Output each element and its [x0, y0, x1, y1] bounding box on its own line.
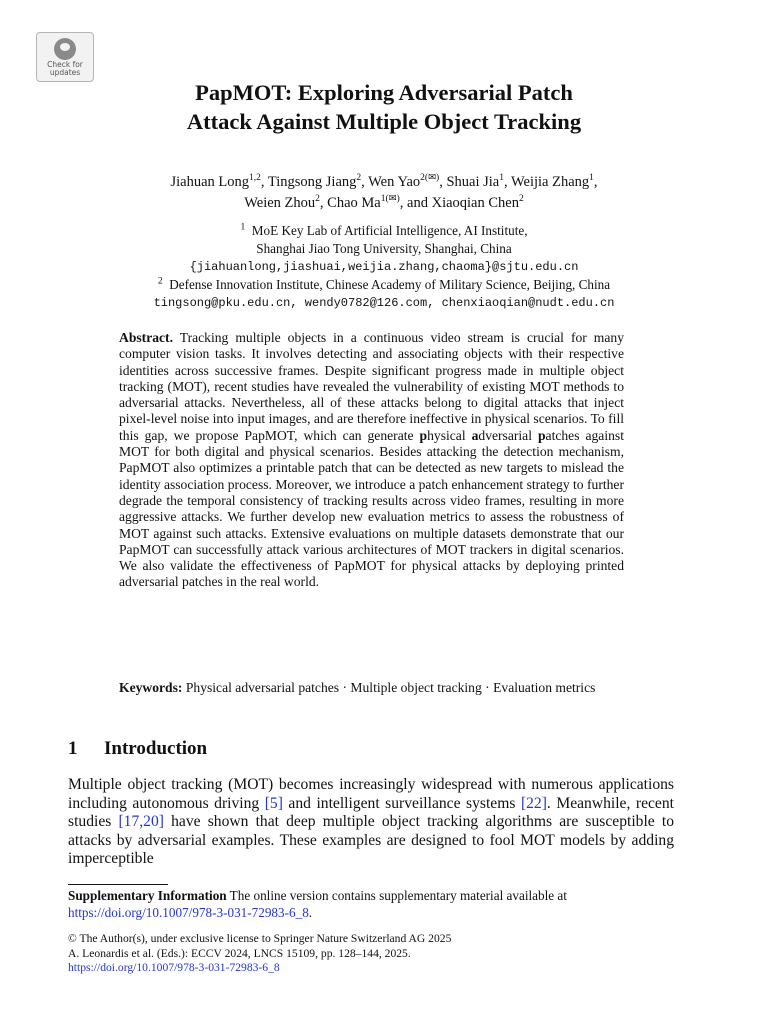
affiliation-1-line1 [0, 222, 768, 240]
affiliation-1-line2: Shanghai Jiao Tong University, Shanghai, China [256, 241, 512, 256]
author-sup: 1(✉) [380, 194, 400, 205]
intro-text-3: . Meanwhile, recent studies [68, 794, 674, 831]
author-sup: 1 [589, 173, 594, 184]
author-sup: 1 [499, 173, 504, 184]
author-name: Weijia Zhang [510, 174, 590, 190]
author-name: Weien Zhou [244, 195, 316, 211]
author-name: Xiaoqian Chen [431, 195, 519, 211]
affiliation-2-email[interactable]: tingsong@pku.edu.cn, wendy0782@126.com, chenxiaoqian@nudt.edu.cn [153, 296, 615, 310]
author-sep: , [361, 174, 369, 190]
keywords-label: Keywords: [119, 680, 183, 695]
author-sup: 2(✉) [420, 173, 440, 184]
abstract-bold-p2: p [537, 427, 546, 443]
copyright-line: © The Author(s), under exclusive license to Springer Nature Switzerland AG 2025 [68, 932, 452, 945]
intro-text-2: and intelligent surveillance systems [282, 794, 521, 812]
abstract-text-3: dversarial [478, 427, 538, 443]
affiliations [0, 222, 768, 312]
badge-line2: updates [49, 68, 81, 77]
supplementary-text: The online version contains supplementary material available at [226, 888, 567, 903]
check-for-updates-badge[interactable] [36, 32, 94, 82]
citation-link[interactable]: [22] [520, 794, 547, 812]
proceedings-line: A. Leonardis et al. (Eds.): ECCV 2024, LNCS 15109, pp. 128–144, 2025. [68, 946, 411, 960]
affiliation-1-email[interactable]: {jiahuanlong,jiashuai,weijia.zhang,chaoma}@sjtu.edu.cn [189, 260, 579, 274]
author-sup: 2 [356, 173, 362, 184]
affiliation-2-name: Defense Innovation Institute, Chinese Academy of Military Science, Beijing, China [169, 277, 611, 292]
section-number: 1 [68, 738, 78, 759]
author-sep: , [439, 174, 447, 190]
abstract [119, 330, 624, 591]
abstract-bold-p: p [419, 427, 428, 443]
author-sep: , [593, 174, 598, 190]
paper-title [0, 78, 768, 136]
supplementary-doi-link[interactable]: https://doi.org/10.1007/978-3-031-72983-6_8 [68, 904, 309, 920]
author-sup: 1,2 [249, 173, 261, 184]
author-sup: 2 [315, 194, 320, 205]
keywords-text: Physical adversarial patches · Multiple object tracking · Evaluation metrics [182, 680, 596, 695]
title-line2: Attack Against Multiple Object Tracking [186, 109, 582, 134]
authors-line1 [0, 172, 768, 193]
author-list [0, 172, 768, 214]
abstract-text-4: atches against MOT for both digital and physical scenarios. Besides attacking the detection mechanism, PapMOT also optimizes a printable patch that can be detected as new targets to mislead the identity association process. Moreover, we introduce a patch enhancement strategy to further degrade the temporal consistency of tracking results across video frames, resulting in more aggressive attacks. We further develop new evaluation metrics to assess the robustness of MOT against such attacks. Extensive evaluations on multiple datasets demonstrate that our PapMOT can successfully attack various architectures of MOT trackers in digital scenarios. We also validate the effectiveness of PapMOT for physical attacks by deploying printed adversarial patches in the real world. [119, 427, 624, 590]
keywords [119, 680, 624, 696]
intro-paragraph [68, 776, 674, 869]
intro-text-1: Multiple object tracking (MOT) becomes increasingly widespread with numerous applications including autonomous driving [68, 776, 674, 812]
author-name: Jiahuan Long [170, 174, 250, 190]
abstract-text-2: hysical [427, 427, 472, 443]
supplementary-note [68, 888, 674, 921]
abstract-bold-a: a [471, 427, 479, 443]
title-line1: PapMOT: Exploring Adversarial Patch [195, 80, 573, 105]
citation-link[interactable]: [5] [264, 794, 283, 812]
check-updates-icon [54, 38, 76, 60]
citation-link[interactable]: [17,20] [118, 813, 164, 831]
author-sep: , [260, 174, 268, 190]
supplementary-end: . [308, 904, 313, 920]
author-name: Chao Ma [327, 195, 381, 211]
abstract-label: Abstract. [119, 330, 173, 345]
author-name: Shuai Jia [446, 174, 500, 190]
copyright-notice [68, 932, 674, 976]
affiliation-mark: 1 [240, 222, 246, 233]
section-heading [68, 738, 207, 760]
affiliation-1-name: MoE Key Lab of Artificial Intelligence, AI Institute, [251, 223, 528, 238]
affiliation-mark: 2 [157, 276, 163, 287]
section-title: Introduction [104, 738, 208, 759]
author-sup: 2 [518, 194, 524, 205]
author-name: Tingsong Jiang [267, 174, 357, 190]
authors-line2 [0, 193, 768, 214]
author-name: Wen Yao [368, 174, 421, 190]
badge-line1: Check for [47, 60, 83, 69]
footnote-rule [68, 884, 168, 885]
affiliation-2-line1 [0, 276, 768, 294]
author-sep: , [319, 195, 328, 211]
author-sep: , and [399, 195, 432, 211]
author-sep: , [503, 174, 511, 190]
supplementary-label: Supplementary Information [68, 888, 227, 903]
abstract-text-1: Tracking multiple objects in a continuous video stream is crucial for many computer vision tasks. It involves detecting and associating objects with their respective identities across successive frames. Despite significant progress made in multiple object tracking (MOT), recent studies have revealed the vulnerability of existing MOT methods to adversarial attacks. Nevertheless, all of these attacks belong to digital attacks that inject pixel-level noise into input images, and are therefore ineffective in physical scenarios. To fill this gap, we propose PapMOT, which can generate [119, 330, 624, 443]
doi-link[interactable]: https://doi.org/10.1007/978-3-031-72983-6_8 [68, 961, 280, 974]
intro-text-4: have shown that deep multiple object tracking algorithms are susceptible to attacks by adversarial examples. These examples are designed to fool MOT models by adding imperceptible [68, 813, 674, 868]
